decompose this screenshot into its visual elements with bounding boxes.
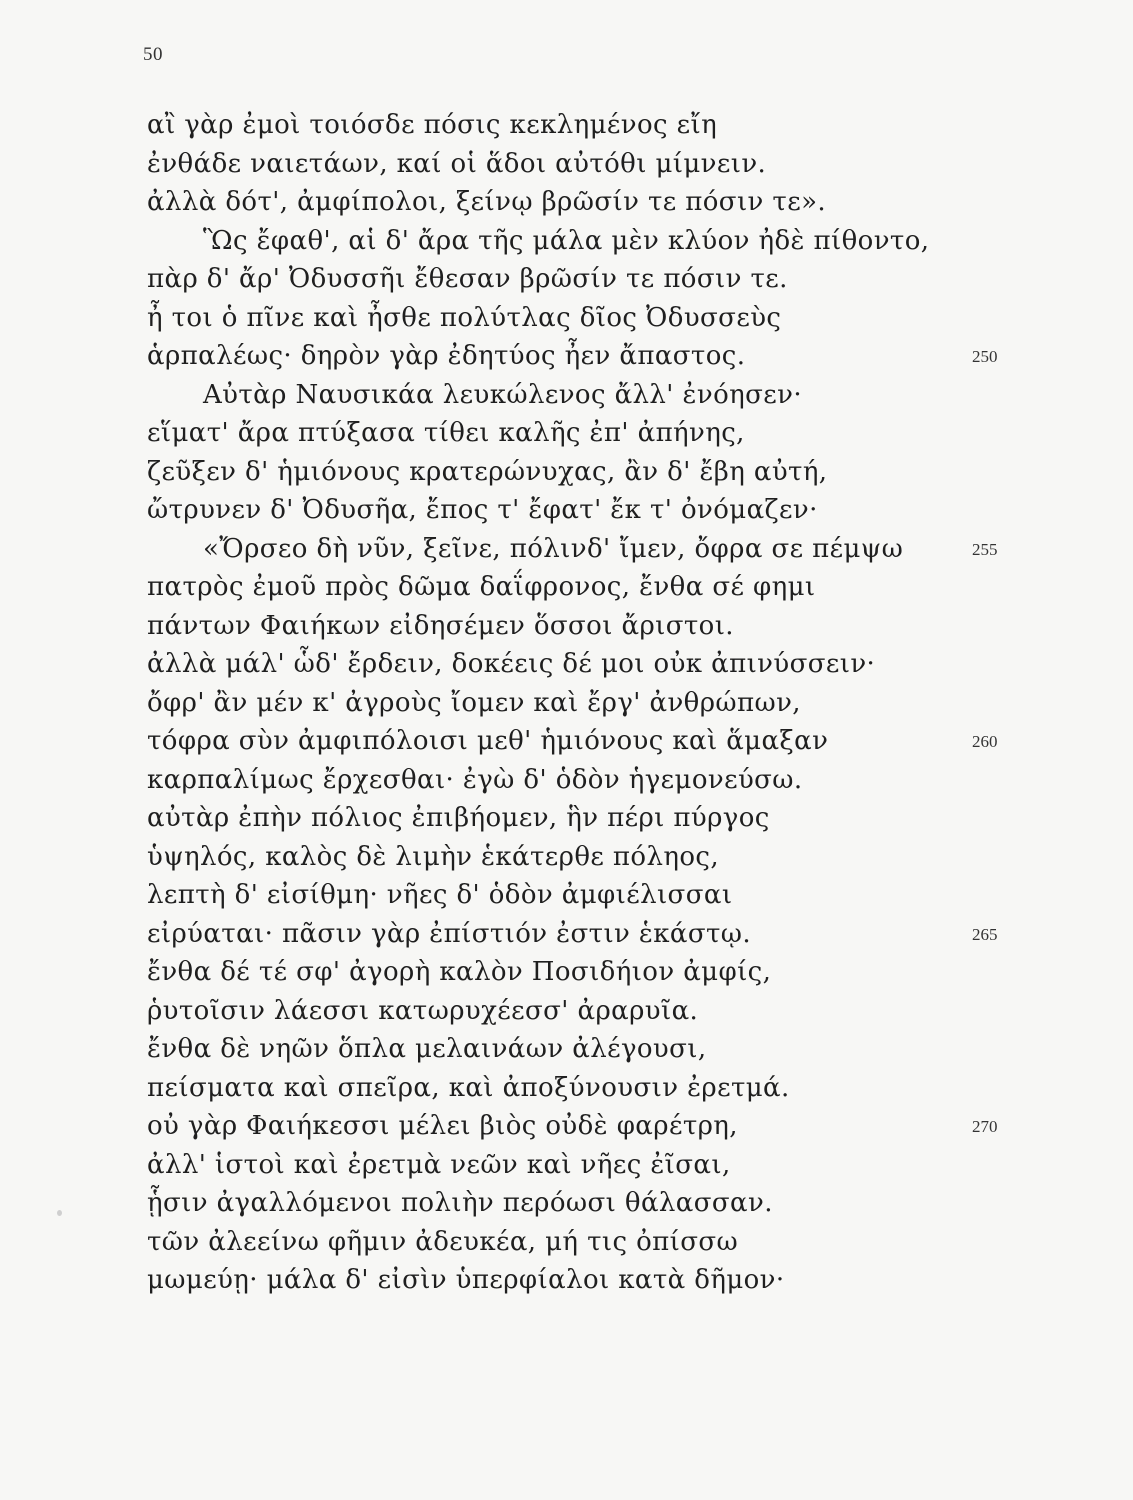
verse-line <box>147 1223 987 1262</box>
verse-text: ῥυτοῖσιν λάεσσι κατωρυχέεσσ' ἀραρυῖα. <box>147 995 699 1026</box>
verse-line <box>147 799 987 838</box>
verse-line <box>147 992 987 1031</box>
verse-text: ἁρπαλέως· δηρὸν γὰρ ἐδητύος ἦεν ἄπαστος. <box>147 341 746 371</box>
verse-line <box>147 607 987 646</box>
verse-text: οὐ γὰρ Φαιήκεσσι μέλει βιὸς οὐδὲ φαρέτρη, <box>147 1111 738 1141</box>
verse-text: Ὣς ἔφαθ', αἱ δ' ἄρα τῆς μάλα μὲν κλύον ἠδὲ πίθοντο, <box>203 225 930 256</box>
verse-line <box>147 337 998 376</box>
verse-text: λεπτὴ δ' εἰσίθμη· νῆες δ' ὁδὸν ἀμφιέλισσαι <box>147 880 733 910</box>
verse-text: πείσματα καὶ σπεῖρα, καὶ ἀποξύνουσιν ἐρετμά. <box>147 1072 790 1103</box>
verse-line <box>147 838 987 877</box>
line-number: 270 <box>972 1117 998 1136</box>
verse-line <box>147 376 987 415</box>
verse-line <box>147 145 987 184</box>
verse-text: πὰρ δ' ἄρ' Ὀδυσσῆι ἔθεσαν βρῶσίν τε πόσιν τε. <box>147 264 788 294</box>
verse-line <box>147 1030 987 1069</box>
verse-line <box>147 491 987 530</box>
verse-text: Αὐτὰρ Ναυσικάα λευκώλενος ἄλλ' ἐνόησεν· <box>203 379 803 410</box>
line-number: 250 <box>972 347 998 366</box>
verse-text: ᾗσιν ἀγαλλόμενοι πολιὴν περόωσι θάλασσαν. <box>147 1188 773 1218</box>
verse-line <box>147 953 987 992</box>
verse-line <box>147 645 987 684</box>
verse-text: αἲ γὰρ ἐμοὶ τοιόσδε πόσις κεκλημένος εἴη <box>147 110 718 140</box>
verse-text: τόφρα σὺν ἀμφιπόλοισι μεθ' ἡμιόνους καὶ ἅμαξαν <box>147 726 829 756</box>
verse-line <box>147 1261 987 1300</box>
verse-text: ἔνθα δὲ νηῶν ὅπλα μελαινάων ἀλέγουσι, <box>147 1034 707 1064</box>
paper-speck <box>57 1210 62 1216</box>
line-number: 265 <box>972 924 998 944</box>
verse-text: εἵματ' ἄρα πτύξασα τίθει καλῆς ἐπ' ἀπήνης, <box>147 418 745 448</box>
verse-line <box>147 106 987 145</box>
line-number: 255 <box>972 539 998 559</box>
verse-line <box>147 299 987 338</box>
verse-line <box>147 1146 987 1185</box>
line-number: 260 <box>972 732 998 751</box>
verse-text: ἀλλ' ἱστοὶ καὶ ἐρετμὰ νεῶν καὶ νῆες ἐῖσαι, <box>147 1149 731 1180</box>
verse-line <box>147 684 987 723</box>
verse-text: «Ὄρσεο δὴ νῦν, ξεῖνε, πόλινδ' ἴμεν, ὄφρα σε πέμψω <box>203 533 904 564</box>
verse-text: ἦ τοι ὁ πῖνε καὶ ἦσθε πολύτλας δῖος Ὀδυσσεὺς <box>147 302 782 333</box>
verse-line <box>147 530 998 569</box>
verse-text: ὤτρυνεν δ' Ὀδυσῆα, ἔπος τ' ἔφατ' ἔκ τ' ὀνόμαζεν· <box>147 495 818 525</box>
verse-text: αὐτὰρ ἐπὴν πόλιος ἐπιβήομεν, ἣν πέρι πύργος <box>147 803 770 833</box>
verse-line <box>147 183 987 222</box>
verse-line <box>147 1107 998 1146</box>
verse-line <box>147 876 987 915</box>
verse-line <box>147 722 998 761</box>
verse-text: καρπαλίμως ἔρχεσθαι· ἐγὼ δ' ὁδὸν ἡγεμονεύσω. <box>147 764 803 795</box>
verse-line <box>147 260 987 299</box>
verse-line <box>147 1069 987 1108</box>
verse-text: ὄφρ' ἂν μέν κ' ἀγροὺς ἴομεν καὶ ἔργ' ἀνθρώπων, <box>147 687 801 718</box>
verse-line <box>147 1184 987 1223</box>
verse-text: ἔνθα δέ τέ σφ' ἀγορὴ καλὸν Ποσιδήιον ἀμφίς, <box>147 957 772 987</box>
verse-line <box>147 222 987 261</box>
verse-text: ζεῦξεν δ' ἡμιόνους κρατερώνυχας, ἂν δ' ἔβη αὐτή, <box>147 456 828 487</box>
verse-text: πάντων Φαιήκων εἰδησέμεν ὅσσοι ἄριστοι. <box>147 610 734 641</box>
verse-line <box>147 761 987 800</box>
verse-text: εἰρύαται· πᾶσιν γὰρ ἐπίστιόν ἐστιν ἑκάστῳ. <box>147 918 752 949</box>
verse-block <box>147 106 998 1300</box>
verse-text: μωμεύῃ· μάλα δ' εἰσὶν ὑπερφίαλοι κατὰ δῆμον· <box>147 1265 785 1295</box>
verse-line <box>147 414 987 453</box>
verse-text: πατρὸς ἐμοῦ πρὸς δῶμα δαΐφρονος, ἔνθα σέ φημι <box>147 572 816 602</box>
verse-line <box>147 915 998 954</box>
verse-line <box>147 453 987 492</box>
verse-text: ἀλλὰ δότ', ἀμφίπολοι, ξείνῳ βρῶσίν τε πόσιν τε». <box>147 187 827 217</box>
verse-text: τῶν ἀλεείνω φῆμιν ἀδευκέα, μή τις ὀπίσσω <box>147 1226 739 1257</box>
verse-line <box>147 568 987 607</box>
verse-text: ὑψηλός, καλὸς δὲ λιμὴν ἑκάτερθε πόληος, <box>147 841 720 872</box>
verse-text: ἐνθάδε ναιετάων, καί οἱ ἅδοι αὐτόθι μίμνειν. <box>147 148 767 179</box>
page-number: 50 <box>143 44 163 65</box>
verse-text: ἀλλὰ μάλ' ὧδ' ἔρδειν, δοκέεις δέ μοι οὐκ ἀπινύσσειν· <box>147 649 876 679</box>
